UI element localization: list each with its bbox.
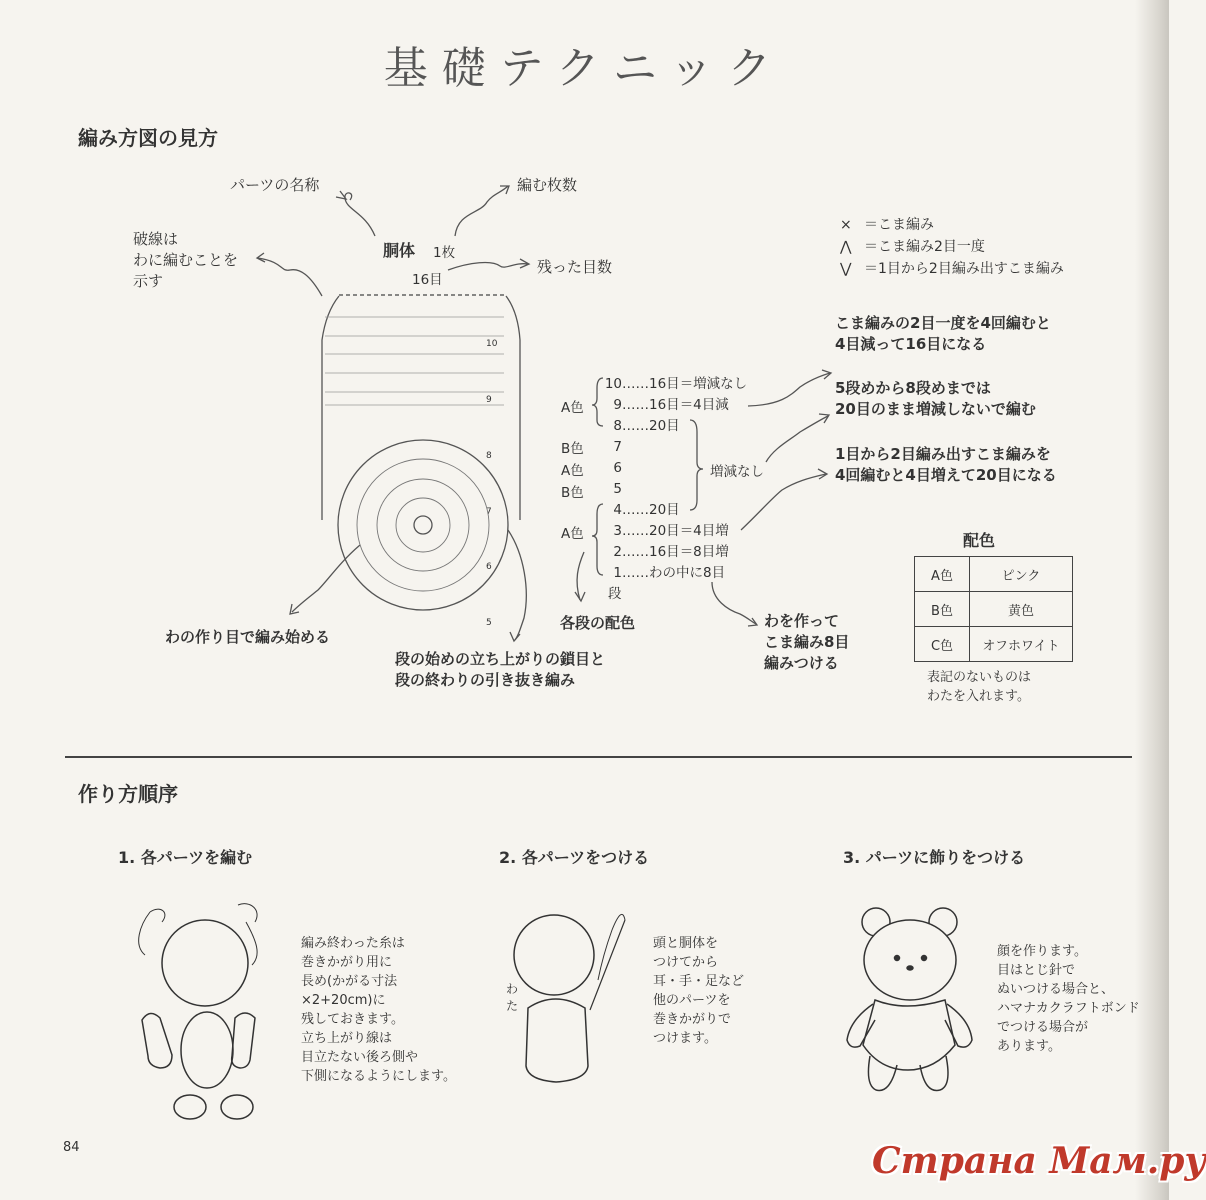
bracket-no-change [690,420,703,510]
callout-row-colors: 各段の配色 [560,614,636,632]
callout-start-ring: わの作り目で編み始める [165,628,331,646]
sc-symbol-icon: × [840,217,852,233]
part-count: 1枚 [433,245,456,261]
arrow-ring [712,582,756,624]
arrow-row-colors [577,552,584,600]
step1-illustration [139,904,257,1119]
note-no-change: 5段めから8段めまでは 20目のまま増減しないで編む [835,379,1036,418]
row-item: 4……20目 [613,502,680,518]
row-number: 10 [486,339,498,350]
no-change-label: 増減なし [710,464,764,480]
row-item: 3……20目＝4目増 [613,523,729,539]
chart-row-lines [325,317,504,405]
step-2-title: 2. 各パーツをつける [499,848,650,867]
stitch-count-top: 16目 [412,272,443,288]
row-number: 8 [486,450,492,461]
row-color-label: A色 [561,526,584,542]
row-item: 5 [613,481,622,497]
callout-chain-note: 段の始めの立ち上がりの鎖目と 段の終わりの引き抜き編み [395,650,606,689]
arrow-note1 [748,373,830,406]
row-color-label: A色 [561,463,584,479]
row-number: 7 [486,506,492,517]
arrow-dashed-line [258,258,322,296]
part-name: 胴体 [383,241,416,260]
sc2tog-symbol-icon: ⋀ [840,239,852,255]
row-item: 1……わの中に8目 [613,565,726,581]
note-decrease: こま編みの2目一度を4回編むと 4目減って16目になる [835,314,1051,353]
step2-illustration [514,914,625,1082]
section-heading-chart-guide: 編み方図の見方 [78,126,218,150]
callout-remaining: 残った目数 [537,258,613,276]
arrow-part-name [345,193,375,236]
arrow-num-pieces [455,186,508,236]
row-label: 段 [608,586,622,602]
page-number: 84 [63,1140,80,1155]
arrowhead [336,191,346,199]
arrowhead [257,253,265,262]
step-3-title: 3. パーツに飾りをつける [843,848,1026,867]
row-number: 5 [486,618,492,629]
circle-chart [338,440,508,610]
legend-item: ⋁ ＝1目から2目編み出すこま編み [840,258,1064,280]
color-row: A色 ピンク [915,557,1073,592]
row-item: 8……20目 [613,418,680,434]
chart-body-left [322,296,339,520]
page-title: 基礎テクニック [383,43,786,94]
row-item: 7 [613,439,622,455]
arrow-note2 [766,416,828,462]
chart-body-right [506,296,520,520]
row-number: 9 [486,394,492,405]
section-heading-steps: 作り方順序 [78,782,178,806]
step-3-text: 顔を作ります。 目はとじ針で ぬいつける場合と、 ハマナカクラフトボンド でつける場合が あります。 [997,944,1140,1054]
arrow-start-ring [292,545,360,612]
color-row: C色 オフホワイト [915,627,1073,662]
site-watermark: Страна Мам.ру [872,1140,1206,1182]
note-increase: 1目から2目編み出すこま編みを 4回編むと4目増えて20目になる [835,445,1057,484]
row-item: 2……16目＝8目増 [613,544,729,560]
wata-label: わ た [506,982,519,1013]
row-item: 6 [613,460,622,476]
bracket-a-top [592,378,603,426]
callout-ring-note: わを作って こま編み8目 編みつける [764,612,850,672]
row-number: 6 [486,562,492,573]
callout-dashed-line: 破線は わに編むことを 示す [133,230,239,290]
arrow-chain [508,530,526,640]
legend-item: ⋀ ＝こま編み2目一度 [840,236,1064,258]
row-color-label: A色 [561,400,584,416]
row-color-label: B色 [561,441,584,457]
color-row: B色 黄色 [915,592,1073,627]
step3-bear-illustration [847,908,972,1090]
row-color-label: B色 [561,485,584,501]
row-item: 10……16目＝増減なし [604,376,748,392]
step-1-title: 1. 各パーツを編む [118,848,253,867]
callout-num-pieces: 編む枚数 [517,176,578,194]
arrowhead [575,592,585,601]
step-2-text: 頭と胴体を つけてから 耳・手・足など 他のパーツを 巻きかがりで つけます。 [653,936,745,1046]
color-table-title: 配色 [963,531,996,550]
arrow-note3 [741,474,826,530]
bracket-a-bottom [592,504,603,575]
inc-symbol-icon: ⋁ [840,261,852,277]
step-1-text: 編み終わった糸は 巻きかがり用に 長め(かがる寸法 ×2+20cm)に 残しておきます。 立ち上がり線は 目立たない後ろ側や 下側になるようにします。 [301,936,456,1084]
arrow-remaining [448,263,528,270]
row-item: 9……16目＝4目減 [613,397,729,413]
color-table-note: 表記のないものは わたを入れます。 [927,670,1032,704]
legend-item: × ＝こま編み [840,214,1064,236]
callout-part-name: パーツの名称 [230,176,320,194]
